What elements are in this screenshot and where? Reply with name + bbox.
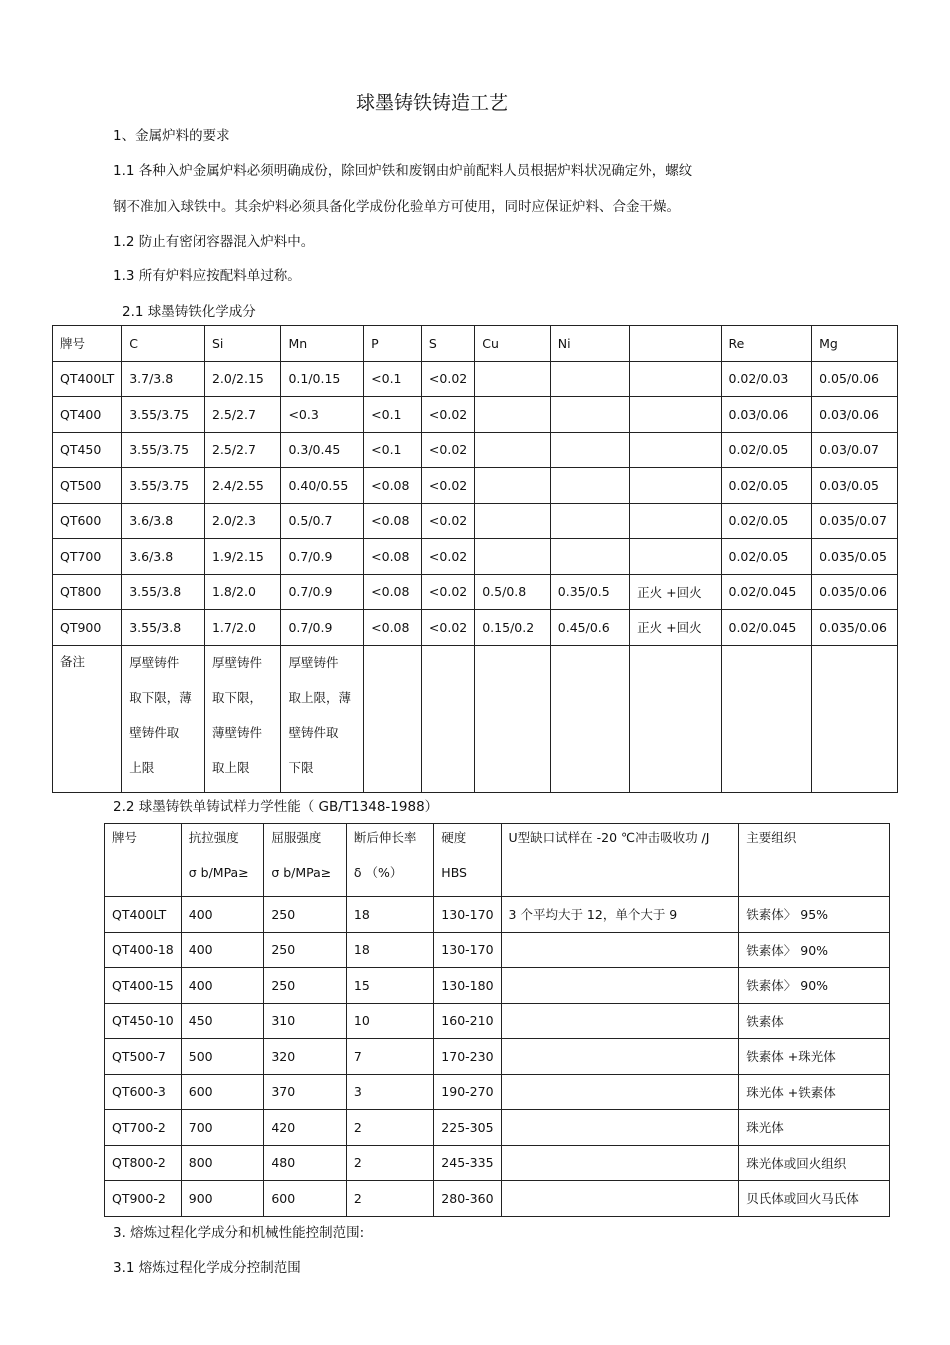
header-line: σ b/MPa≥ bbox=[188, 865, 249, 880]
table-cell: 珠光体或回火组织 bbox=[739, 1145, 890, 1181]
table-cell: 0.02/0.045 bbox=[721, 574, 812, 610]
table-cell: 10 bbox=[346, 1003, 433, 1039]
table-cell bbox=[721, 645, 812, 792]
table-cell: 0.035/0.06 bbox=[812, 610, 898, 646]
table-cell bbox=[630, 539, 721, 575]
table-cell: 2.4/2.55 bbox=[204, 468, 281, 504]
mech-header-structure: 主要组织 bbox=[739, 824, 890, 897]
table-cell: QT600 bbox=[53, 503, 122, 539]
page-title: 球墨铸铁铸造工艺 bbox=[356, 92, 509, 114]
table-cell: 250 bbox=[264, 932, 347, 968]
table-cell: 245-335 bbox=[434, 1145, 501, 1181]
note-c-line: 壁铸件取 bbox=[129, 724, 180, 740]
note-mn-line: 厚壁铸件 bbox=[288, 654, 339, 670]
table-cell: 0.02/0.03 bbox=[721, 361, 812, 397]
table-cell: 600 bbox=[264, 1181, 347, 1217]
table-cell bbox=[812, 645, 898, 792]
header-cell: S bbox=[421, 326, 474, 362]
note-si-line: 厚壁铸件 bbox=[211, 654, 262, 670]
header-cell: C bbox=[122, 326, 205, 362]
table-cell: 1.9/2.15 bbox=[204, 539, 281, 575]
table-cell: 0.03/0.05 bbox=[812, 468, 898, 504]
table-cell: 0.03/0.06 bbox=[812, 397, 898, 433]
section-1-1-line2: 钢不准加入球铁中。其余炉料必须具备化学成份化验单方可使用，同时应保证炉料、合金干燥。 bbox=[113, 199, 680, 215]
table-cell: 3.55/3.75 bbox=[122, 468, 205, 504]
table-cell bbox=[475, 397, 551, 433]
table-cell: 3.55/3.75 bbox=[122, 432, 205, 468]
table-cell: 0.35/0.5 bbox=[550, 574, 629, 610]
table-cell: 3.7/3.8 bbox=[122, 361, 205, 397]
table-cell: 420 bbox=[264, 1110, 347, 1146]
table-cell: 130-170 bbox=[434, 897, 501, 933]
table-cell: 正火 +回火 bbox=[630, 574, 721, 610]
table-cell: <0.02 bbox=[421, 539, 474, 575]
table-cell: 18 bbox=[346, 932, 433, 968]
table-cell: 400 bbox=[181, 932, 264, 968]
table-cell bbox=[630, 361, 721, 397]
table-cell: 400 bbox=[181, 897, 264, 933]
mech-header-hardness bbox=[434, 824, 501, 897]
table-cell: QT400 bbox=[53, 397, 122, 433]
table-cell: 3.55/3.8 bbox=[122, 610, 205, 646]
table-cell: 铁素体〉 95% bbox=[739, 897, 890, 933]
table-cell: QT500-7 bbox=[105, 1039, 182, 1075]
header-cell: Re bbox=[721, 326, 812, 362]
header-line: σ b/MPa≥ bbox=[271, 865, 332, 880]
table-cell: 3 个平均大于 12，单个大于 9 bbox=[501, 897, 739, 933]
table-cell bbox=[550, 645, 629, 792]
table-cell bbox=[475, 361, 551, 397]
table-row bbox=[105, 1039, 890, 1075]
table-cell: QT800-2 bbox=[105, 1145, 182, 1181]
chemical-composition-table bbox=[52, 325, 898, 793]
header-cell: Ni bbox=[550, 326, 629, 362]
table-cell bbox=[501, 1110, 739, 1146]
table-cell bbox=[501, 1145, 739, 1181]
table-cell: QT500 bbox=[53, 468, 122, 504]
table-cell: 0.15/0.2 bbox=[475, 610, 551, 646]
table-cell: 0.5/0.7 bbox=[281, 503, 364, 539]
table-cell: 3.55/3.75 bbox=[122, 397, 205, 433]
mech-header-impact: U型缺口试样在 -20 ℃冲击吸收功 /J bbox=[501, 824, 739, 897]
header-cell: 牌号 bbox=[53, 326, 122, 362]
table-cell bbox=[501, 932, 739, 968]
table-cell bbox=[475, 645, 551, 792]
table-cell: 800 bbox=[181, 1145, 264, 1181]
table-cell: 370 bbox=[264, 1074, 347, 1110]
section-1-2: 1.2 防止有密闭容器混入炉料中。 bbox=[113, 234, 315, 250]
note-si-line: 取上限 bbox=[211, 759, 250, 775]
header-line: 硬度 bbox=[441, 830, 467, 845]
header-cell: P bbox=[364, 326, 422, 362]
table-cell: 0.035/0.05 bbox=[812, 539, 898, 575]
table-cell: QT700 bbox=[53, 539, 122, 575]
table-cell: 2.5/2.7 bbox=[204, 397, 281, 433]
table-row bbox=[53, 432, 898, 468]
table-cell: 900 bbox=[181, 1181, 264, 1217]
table-cell: QT700-2 bbox=[105, 1110, 182, 1146]
table-cell: 7 bbox=[346, 1039, 433, 1075]
table-cell: <0.08 bbox=[364, 503, 422, 539]
note-si-line: 取下限， bbox=[211, 689, 262, 705]
table-cell: 190-270 bbox=[434, 1074, 501, 1110]
table-cell bbox=[630, 468, 721, 504]
table-cell: 130-180 bbox=[434, 968, 501, 1004]
table-cell: 0.7/0.9 bbox=[281, 574, 364, 610]
table-row bbox=[105, 1110, 890, 1146]
table-cell bbox=[550, 397, 629, 433]
section-1-heading: 1、金属炉料的要求 bbox=[113, 128, 230, 144]
section-1-1-line1: 1.1 各种入炉金属炉料必须明确成份，除回炉铁和废钢由炉前配料人员根据炉料状况确定外，螺纹 bbox=[113, 163, 693, 179]
table-cell bbox=[550, 432, 629, 468]
table-row bbox=[105, 968, 890, 1004]
table-cell: QT450-10 bbox=[105, 1003, 182, 1039]
table-cell: 0.03/0.06 bbox=[721, 397, 812, 433]
table-cell: 15 bbox=[346, 968, 433, 1004]
mech-header-elongation bbox=[346, 824, 433, 897]
table-cell bbox=[550, 539, 629, 575]
table-cell bbox=[475, 468, 551, 504]
table-cell bbox=[501, 968, 739, 1004]
table-row bbox=[105, 1181, 890, 1217]
header-line: 断后伸长率 bbox=[353, 830, 417, 845]
table-cell: 0.02/0.045 bbox=[721, 610, 812, 646]
table-cell: 2.0/2.15 bbox=[204, 361, 281, 397]
table-cell: 珠光体 +铁素体 bbox=[739, 1074, 890, 1110]
note-c-line: 上限 bbox=[129, 759, 155, 775]
table-row bbox=[105, 1003, 890, 1039]
header-line: 屈服强度 bbox=[271, 830, 322, 845]
table-cell bbox=[550, 361, 629, 397]
table-cell: <0.1 bbox=[364, 432, 422, 468]
table-cell: 0.7/0.9 bbox=[281, 610, 364, 646]
table-row bbox=[53, 610, 898, 646]
table-cell: 310 bbox=[264, 1003, 347, 1039]
note-mn-line: 下限 bbox=[288, 759, 314, 775]
section-1-3: 1.3 所有炉料应按配料单过称。 bbox=[113, 268, 301, 284]
table-cell: 450 bbox=[181, 1003, 264, 1039]
table-cell: QT600-3 bbox=[105, 1074, 182, 1110]
table-cell: 0.035/0.07 bbox=[812, 503, 898, 539]
table-cell bbox=[550, 468, 629, 504]
chem-note-c bbox=[122, 645, 205, 792]
table-cell: 0.02/0.05 bbox=[721, 503, 812, 539]
table-cell: 0.05/0.06 bbox=[812, 361, 898, 397]
table-cell: 铁素体 +珠光体 bbox=[739, 1039, 890, 1075]
table-cell: <0.02 bbox=[421, 610, 474, 646]
header-cell: Si bbox=[204, 326, 281, 362]
table-cell: 贝氏体或回火马氏体 bbox=[739, 1181, 890, 1217]
table-cell: <0.08 bbox=[364, 574, 422, 610]
table-cell: 1.8/2.0 bbox=[204, 574, 281, 610]
mech-header-tensile bbox=[181, 824, 264, 897]
table-cell: 0.035/0.06 bbox=[812, 574, 898, 610]
table-row bbox=[53, 397, 898, 433]
table-cell: <0.08 bbox=[364, 539, 422, 575]
table-cell: 0.03/0.07 bbox=[812, 432, 898, 468]
table-cell: <0.3 bbox=[281, 397, 364, 433]
table-cell: 0.02/0.05 bbox=[721, 539, 812, 575]
table-cell bbox=[475, 539, 551, 575]
note-si-line: 薄壁铸件 bbox=[211, 724, 262, 740]
table-cell: 2.0/2.3 bbox=[204, 503, 281, 539]
table-cell: <0.1 bbox=[364, 361, 422, 397]
table-cell: 700 bbox=[181, 1110, 264, 1146]
table-row bbox=[53, 539, 898, 575]
table-cell: QT900-2 bbox=[105, 1181, 182, 1217]
note-mn-line: 取上限，薄 bbox=[288, 689, 351, 705]
table-cell: 2.5/2.7 bbox=[204, 432, 281, 468]
table-cell: 2 bbox=[346, 1181, 433, 1217]
header-cell bbox=[630, 326, 721, 362]
section-3-1-heading: 3.1 熔炼过程化学成分控制范围 bbox=[113, 1260, 301, 1276]
table-cell: 0.02/0.05 bbox=[721, 432, 812, 468]
table-cell bbox=[475, 432, 551, 468]
table-cell: 3 bbox=[346, 1074, 433, 1110]
table-cell: 0.7/0.9 bbox=[281, 539, 364, 575]
section-2-2-heading: 2.2 球墨铸铁单铸试样力学性能（ GB/T1348-1988） bbox=[113, 799, 439, 815]
table-cell: QT450 bbox=[53, 432, 122, 468]
table-cell: 250 bbox=[264, 897, 347, 933]
table-row bbox=[105, 1145, 890, 1181]
table-cell bbox=[421, 645, 474, 792]
table-cell: 2 bbox=[346, 1145, 433, 1181]
table-cell bbox=[501, 1181, 739, 1217]
table-cell bbox=[550, 503, 629, 539]
note-c-line: 厚壁铸件 bbox=[129, 654, 180, 670]
table-cell: 500 bbox=[181, 1039, 264, 1075]
table-cell: 600 bbox=[181, 1074, 264, 1110]
table-row bbox=[53, 574, 898, 610]
table-cell: 铁素体〉 90% bbox=[739, 968, 890, 1004]
header-cell: Mg bbox=[812, 326, 898, 362]
table-cell bbox=[501, 1074, 739, 1110]
table-cell: 3.6/3.8 bbox=[122, 503, 205, 539]
table-cell: <0.1 bbox=[364, 397, 422, 433]
table-cell bbox=[364, 645, 422, 792]
mech-header-yield bbox=[264, 824, 347, 897]
section-3-heading: 3. 熔炼过程化学成分和机械性能控制范围: bbox=[113, 1225, 365, 1241]
table-cell: <0.02 bbox=[421, 361, 474, 397]
table-cell bbox=[475, 503, 551, 539]
table-cell: 170-230 bbox=[434, 1039, 501, 1075]
table-cell: 铁素体〉 90% bbox=[739, 932, 890, 968]
header-cell: Mn bbox=[281, 326, 364, 362]
table-cell: 铁素体 bbox=[739, 1003, 890, 1039]
table-cell: 2 bbox=[346, 1110, 433, 1146]
table-cell: 0.40/0.55 bbox=[281, 468, 364, 504]
chem-note-row bbox=[53, 645, 898, 792]
table-cell: <0.02 bbox=[421, 397, 474, 433]
note-c-line: 取下限，薄 bbox=[129, 689, 192, 705]
mech-header-grade: 牌号 bbox=[105, 824, 182, 897]
chem-note-si bbox=[204, 645, 281, 792]
table-cell: 0.5/0.8 bbox=[475, 574, 551, 610]
table-cell: 1.7/2.0 bbox=[204, 610, 281, 646]
table-cell: 320 bbox=[264, 1039, 347, 1075]
mech-header-row bbox=[105, 824, 890, 897]
table-cell: 正火 +回火 bbox=[630, 610, 721, 646]
header-line: HBS bbox=[441, 865, 467, 880]
table-cell: <0.02 bbox=[421, 503, 474, 539]
table-cell bbox=[630, 397, 721, 433]
table-cell: QT400-15 bbox=[105, 968, 182, 1004]
mechanical-properties-table bbox=[104, 823, 890, 1217]
table-cell: 3.6/3.8 bbox=[122, 539, 205, 575]
table-cell: QT400-18 bbox=[105, 932, 182, 968]
table-cell bbox=[630, 503, 721, 539]
chem-note-label: 备注 bbox=[53, 645, 122, 792]
table-cell: 250 bbox=[264, 968, 347, 1004]
table-cell: <0.08 bbox=[364, 610, 422, 646]
table-cell bbox=[501, 1039, 739, 1075]
table-row bbox=[105, 1074, 890, 1110]
table-cell: <0.02 bbox=[421, 574, 474, 610]
table-cell: QT400LT bbox=[105, 897, 182, 933]
table-cell: 160-210 bbox=[434, 1003, 501, 1039]
table-row bbox=[53, 503, 898, 539]
table-cell: 130-170 bbox=[434, 932, 501, 968]
table-cell: QT800 bbox=[53, 574, 122, 610]
table-cell: <0.02 bbox=[421, 432, 474, 468]
table-cell: 280-360 bbox=[434, 1181, 501, 1217]
header-line: 抗拉强度 bbox=[188, 830, 239, 845]
table-cell: 225-305 bbox=[434, 1110, 501, 1146]
chem-header-row bbox=[53, 326, 898, 362]
table-row bbox=[105, 932, 890, 968]
table-cell: 0.3/0.45 bbox=[281, 432, 364, 468]
table-cell: 480 bbox=[264, 1145, 347, 1181]
table-cell: 0.1/0.15 bbox=[281, 361, 364, 397]
table-cell bbox=[630, 645, 721, 792]
table-row bbox=[53, 468, 898, 504]
table-cell: <0.08 bbox=[364, 468, 422, 504]
header-cell: Cu bbox=[475, 326, 551, 362]
table-cell: 0.45/0.6 bbox=[550, 610, 629, 646]
note-mn-line: 壁铸件取 bbox=[288, 724, 339, 740]
table-cell bbox=[501, 1003, 739, 1039]
table-cell bbox=[630, 432, 721, 468]
table-cell: 400 bbox=[181, 968, 264, 1004]
section-2-1-heading: 2.1 球墨铸铁化学成分 bbox=[122, 304, 256, 320]
table-row bbox=[53, 361, 898, 397]
table-cell: 0.02/0.05 bbox=[721, 468, 812, 504]
table-cell: 3.55/3.8 bbox=[122, 574, 205, 610]
table-cell: QT900 bbox=[53, 610, 122, 646]
table-cell: 珠光体 bbox=[739, 1110, 890, 1146]
table-cell: 18 bbox=[346, 897, 433, 933]
header-line: δ （%） bbox=[353, 865, 403, 880]
table-cell: QT400LT bbox=[53, 361, 122, 397]
table-cell: <0.02 bbox=[421, 468, 474, 504]
chem-note-mn bbox=[281, 645, 364, 792]
table-row bbox=[105, 897, 890, 933]
